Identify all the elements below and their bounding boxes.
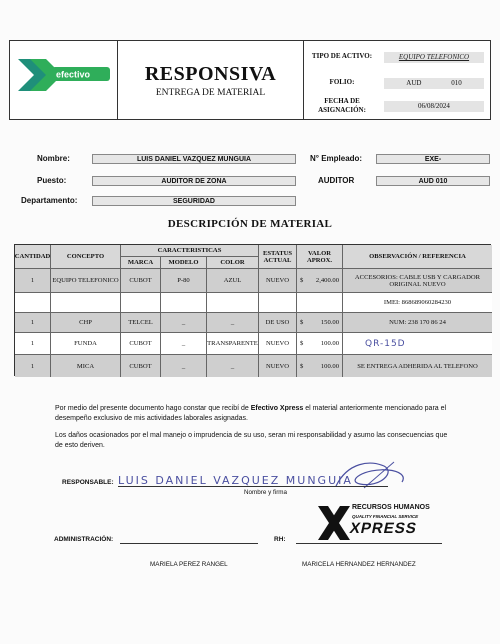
header-observacion: OBSERVACIÓN / REFERENCIA: [343, 245, 492, 269]
header-caracteristicas: CARACTERISTICAS: [121, 245, 259, 257]
stamp-x-mark: [318, 506, 350, 540]
cell-concepto: EQUIPO TELEFONICO: [51, 269, 121, 293]
employee-number-label: N° Empleado:: [310, 154, 363, 163]
name-signature-caption: Nombre y firma: [244, 489, 288, 496]
cell-estatus: NUEVO: [259, 333, 297, 355]
department-label: Departamento:: [21, 196, 78, 205]
folio-prefix: AUD: [406, 79, 422, 87]
employee-number-field: EXE-: [376, 154, 490, 164]
cell-color: [207, 293, 259, 313]
auditor-field: AUD 010: [376, 176, 490, 186]
header-cantidad: CANTIDAD: [15, 245, 51, 269]
admin-signature-line: [120, 543, 258, 544]
header-meta: [304, 41, 492, 119]
cell-observacion: ACCESORIOS: CABLE USB Y CARGADOR ORIGINAL NUEVO: [343, 269, 492, 293]
cell-modelo: _: [161, 313, 207, 333]
cell-valor: [297, 333, 343, 355]
company-name: Efectivo Xpress: [250, 405, 304, 412]
rh-name: MARICELA HERNANDEZ HERNANDEZ: [302, 561, 416, 568]
handwritten-name: LUIS DANIEL VAZQUEZ MUNGUIA: [118, 474, 353, 487]
cell-color: _: [207, 313, 259, 333]
cell-observacion: SE ENTREGA ADHERIDA AL TELEFONO: [343, 355, 492, 377]
cell-cantidad: 1: [15, 313, 51, 333]
cell-modelo: _: [161, 333, 207, 355]
stamp-line2: QUALITY FINANCIAL SERVICE: [352, 514, 419, 519]
cell-marca: CUBOT: [121, 269, 161, 293]
cell-color: TRANSPARENTE: [207, 333, 259, 355]
liability-paragraph: Los daños ocasionados por el mal manejo o imprudencia de su uso, seran mi responsabilidad y asumo las consecuencias que de esto deriven.: [55, 432, 448, 449]
cell-observacion: IMEI: 868689060284230: [343, 293, 492, 313]
cell-concepto: [51, 293, 121, 313]
logo-cell: [10, 41, 118, 119]
header-modelo: MODELO: [161, 257, 207, 269]
name-label: Nombre:: [37, 154, 70, 163]
cell-estatus: NUEVO: [259, 355, 297, 377]
cell-modelo: P-80: [161, 269, 207, 293]
date-value: 06/08/2024: [384, 101, 484, 112]
header-color: COLOR: [207, 257, 259, 269]
cell-marca: CUBOT: [121, 355, 161, 377]
cell-marca: CUBOT: [121, 333, 161, 355]
cell-estatus: NUEVO: [259, 269, 297, 293]
cell-concepto: CHP: [51, 313, 121, 333]
cell-cantidad: 1: [15, 355, 51, 377]
cell-color: _: [207, 355, 259, 377]
currency-symbol: $: [300, 362, 304, 370]
position-label: Puesto:: [37, 176, 67, 185]
date-label: FECHA DE ASIGNACIÓN:: [318, 97, 366, 114]
cell-estatus: DE USO: [259, 313, 297, 333]
cell-observacion: NUM: 238 170 86 24: [343, 313, 492, 333]
cell-cantidad: [15, 293, 51, 313]
name-field: LUIS DANIEL VAZQUEZ MUNGUIA: [92, 154, 296, 164]
document-header: [9, 40, 491, 120]
currency-symbol: $: [300, 319, 304, 326]
declaration-text-start: Por medio del presente documento hago constar que recibí de: [55, 405, 251, 412]
cell-valor: [297, 269, 343, 293]
admin-label: ADMINISTRACIÓN:: [54, 536, 114, 543]
stamp-line1: RECURSOS HUMANOS: [352, 504, 430, 511]
value-amount: 150.00: [320, 319, 339, 326]
cell-cantidad: 1: [15, 269, 51, 293]
header-valor: VALOR APROX.: [297, 245, 343, 269]
cell-modelo: [161, 293, 207, 313]
value-amount: 2,400.00: [315, 277, 339, 284]
folio-label: FOLIO:: [329, 78, 355, 86]
currency-symbol: $: [300, 277, 304, 284]
folio-value: [384, 78, 484, 89]
cell-valor: [297, 355, 343, 377]
currency-symbol: $: [300, 340, 304, 347]
asset-type-value: EQUIPO TELEFONICO: [384, 52, 484, 63]
section-title: DESCRIPCIÓN DE MATERIAL: [167, 218, 333, 230]
value-amount: 100.00: [320, 362, 339, 370]
cell-concepto: MICA: [51, 355, 121, 377]
cell-observacion: [343, 333, 492, 355]
stamp-brand: XPRESS: [348, 520, 419, 537]
cell-cantidad: 1: [15, 333, 51, 355]
folio-number: 010: [451, 79, 462, 87]
cell-color: AZUL: [207, 269, 259, 293]
cell-marca: TELCEL: [121, 313, 161, 333]
document-title: RESPONSIVA: [144, 63, 277, 85]
declaration-text-end: el material anteriormente mencionado para el desempeño exclusivo de mis actividades laborales asignadas.: [55, 405, 447, 422]
rh-signature-line: [296, 543, 442, 544]
value-amount: 100.00: [320, 340, 339, 347]
asset-type-label: TIPO DE ACTIVO:: [311, 52, 373, 60]
handwritten-reference: QR-15D: [365, 338, 406, 349]
svg-text:efectivo: efectivo: [56, 69, 91, 80]
header-concepto: CONCEPTO: [51, 245, 121, 269]
responsable-label: RESPONSABLE:: [62, 479, 114, 486]
header-marca: MARCA: [121, 257, 161, 269]
cell-marca: [121, 293, 161, 313]
cell-valor: [297, 293, 343, 313]
position-field: AUDITOR DE ZONA: [92, 176, 296, 186]
declaration-paragraph: [55, 404, 455, 424]
admin-name: MARIELA PEREZ RANGEL: [150, 561, 228, 568]
signature-scribble: [330, 458, 410, 494]
cell-modelo: _: [161, 355, 207, 377]
header-estatus: ESTATUS ACTUAL: [259, 245, 297, 269]
cell-valor: [297, 313, 343, 333]
cell-estatus: [259, 293, 297, 313]
material-table: [14, 244, 491, 376]
efectivo-xpress-logo: [16, 55, 114, 95]
cell-concepto: FUNDA: [51, 333, 121, 355]
responsable-signature-line: [118, 486, 388, 487]
department-field: SEGURIDAD: [92, 196, 296, 206]
document-subtitle: ENTREGA DE MATERIAL: [155, 88, 266, 98]
rh-stamp: [318, 502, 436, 546]
title-cell: [118, 41, 304, 119]
auditor-label: AUDITOR: [318, 176, 355, 185]
rh-label: RH:: [274, 536, 286, 543]
